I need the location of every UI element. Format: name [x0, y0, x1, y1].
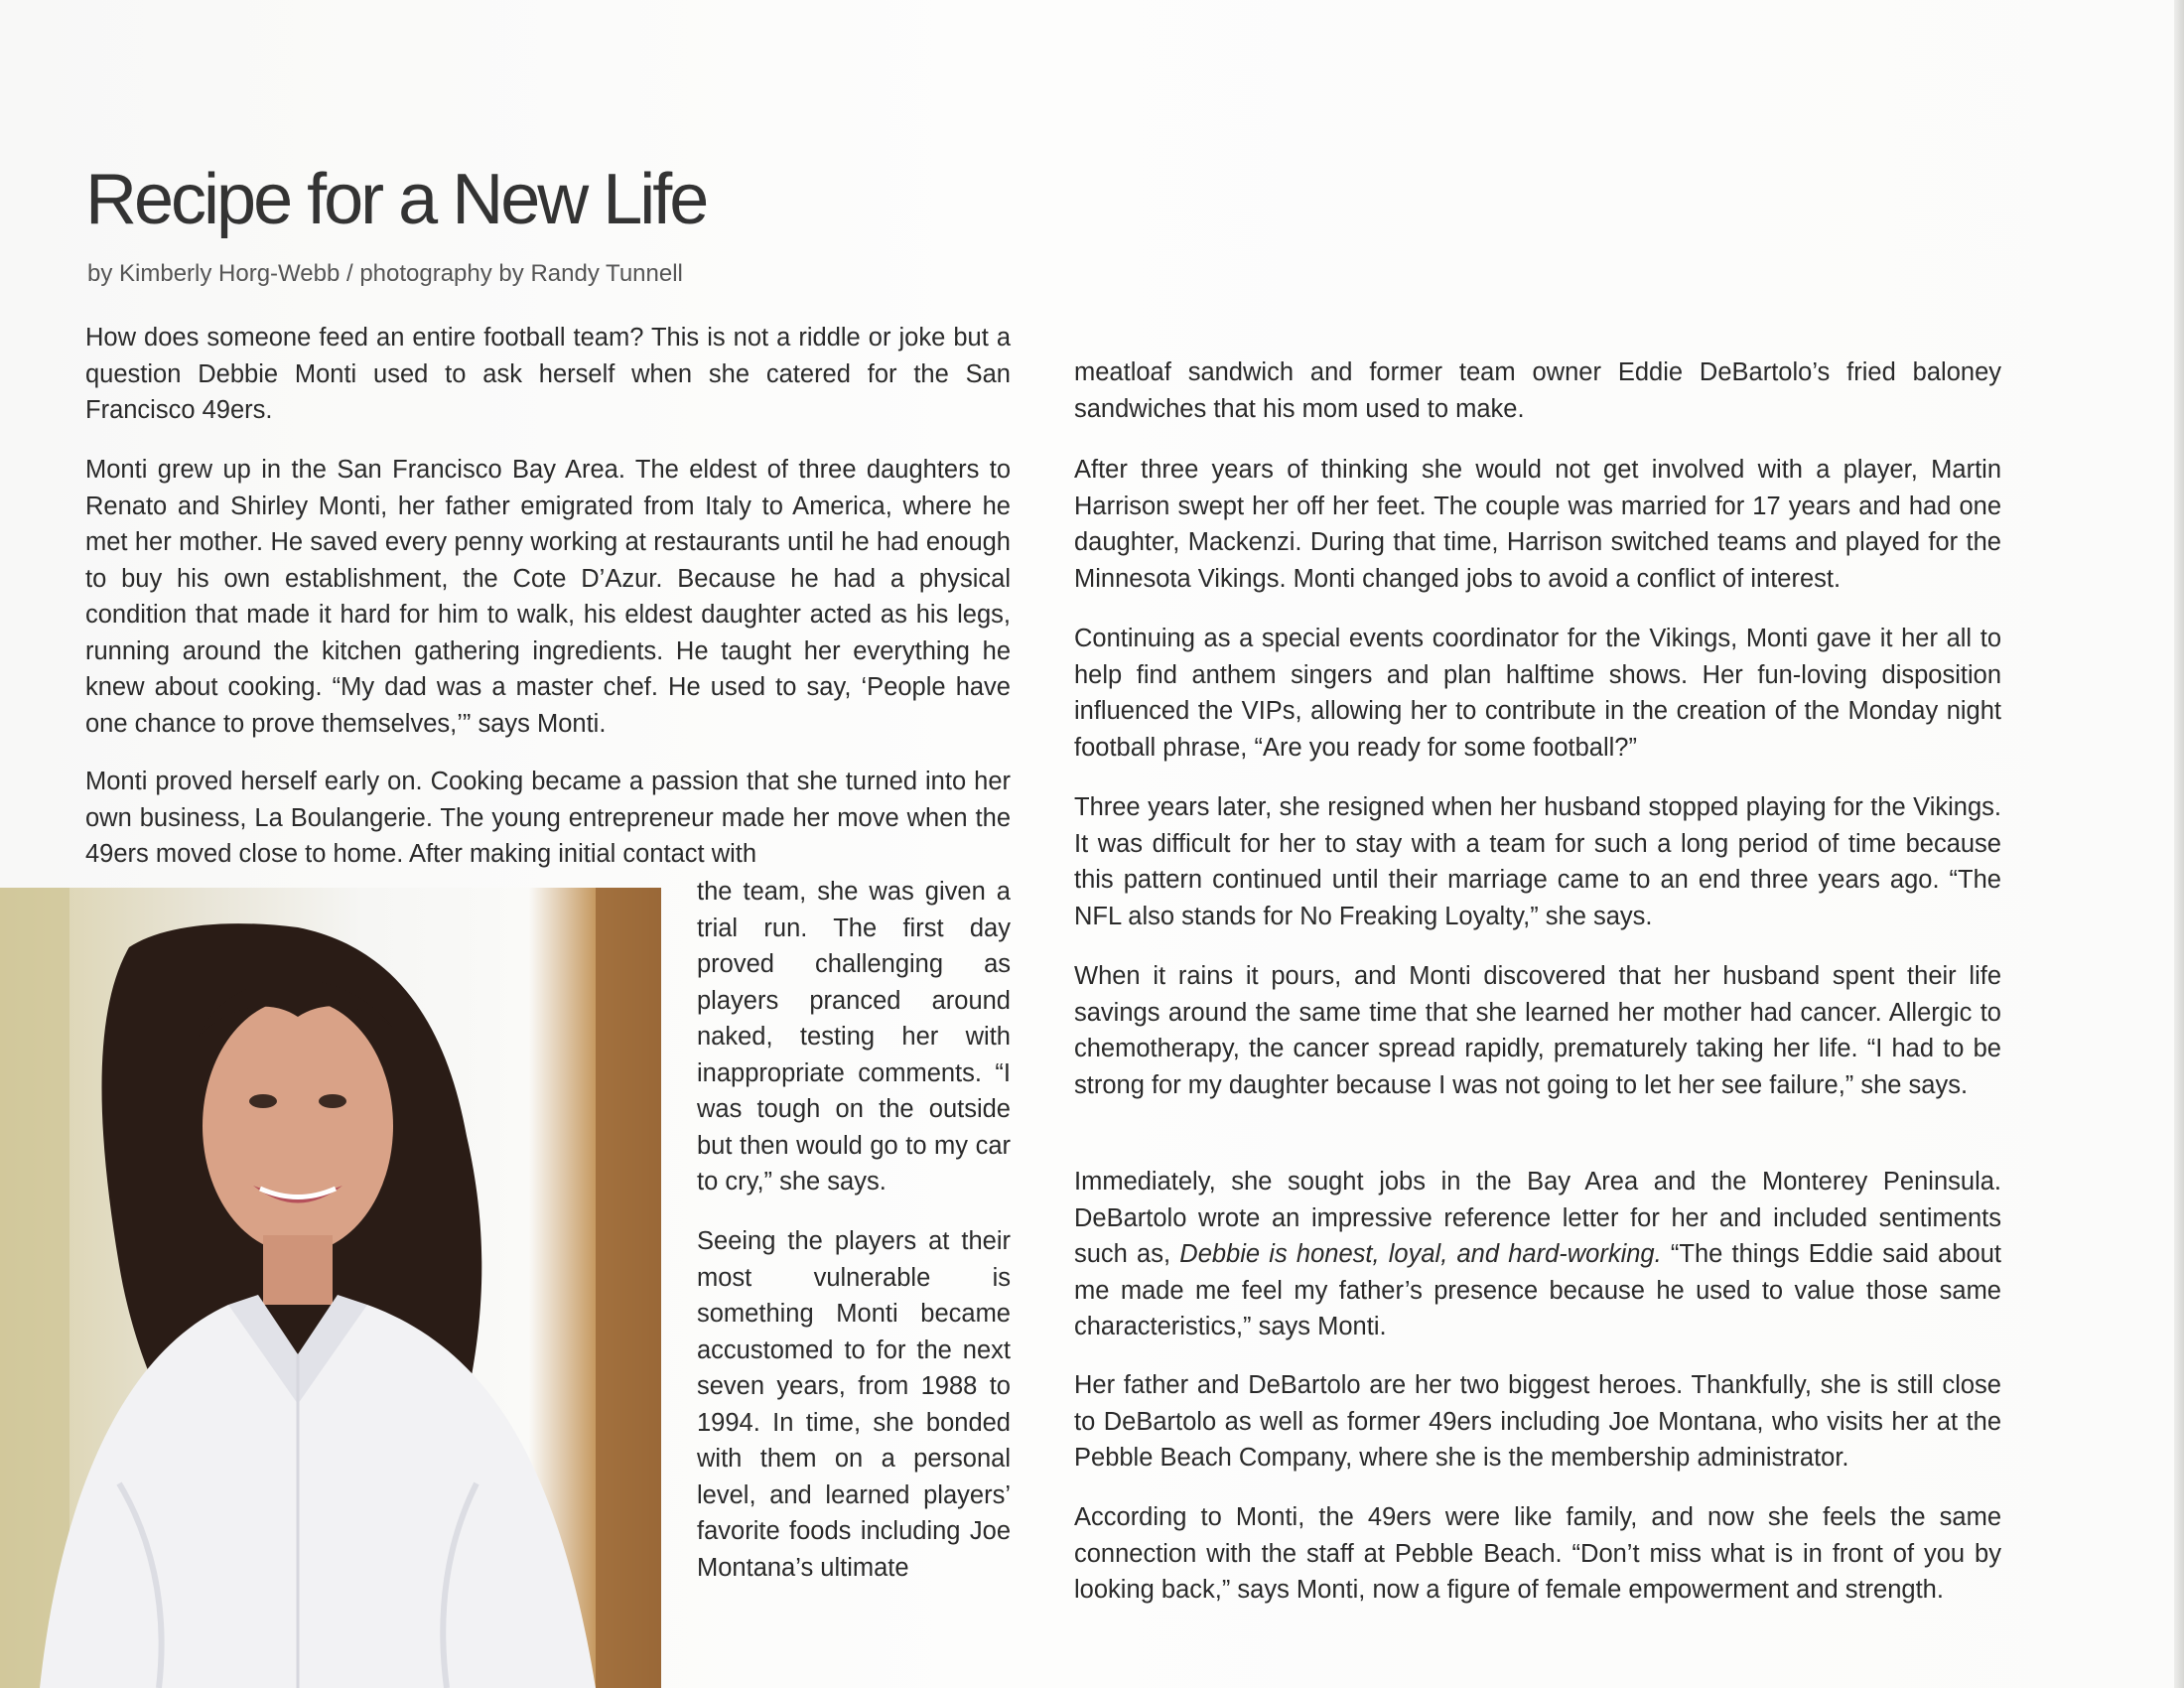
- paragraph-intro: How does someone feed an entire football team? This is not a riddle or joke but a question Debbie Monti used to ask herself when she catered for the San Francisco 49ers.: [85, 324, 1011, 424]
- paragraph-resigned: Three years later, she resigned when her husband stopped playing for the Vikings. It was difficult for her to stay with a team for such a long period of time because this pattern continued until their marriage came to an end three years ago. “The NFL also stands for No Freaking Loyalty,” she says.: [1074, 793, 2001, 930]
- paragraph-business: Monti proved herself early on. Cooking became a passion that she turned into her own business, La Boulangerie. The young entrepreneur made her move when the 49ers moved close to home. After making initial contact with: [85, 768, 1011, 868]
- paragraph-seven-years: Seeing the players at their most vulnerable is something Monti became accustomed to for the next seven years, from 1988 to 1994. In time, she bonded with them on a personal level, and learned players’ favorite foods including Joe Montana’s ultimate: [697, 1227, 1011, 1582]
- page-edge: [2174, 0, 2184, 1688]
- paragraph-vikings: Continuing as a special events coordinator for the Vikings, Monti gave it her all to help find anthem singers and plan halftime shows. Her fun-loving disposition influenced the VIPs, allowing her to contribute in the creation of the Monday night football phrase, “Are you ready for some football?”: [1074, 625, 2001, 762]
- paragraph-reference-letter: [1074, 1164, 2001, 1345]
- reference-text-end: “The things Eddie said about me made me feel my father’s presence because he used to value those same characteristics,” says Monti.: [1074, 1240, 2001, 1340]
- paragraph-marriage: After three years of thinking she would not get involved with a player, Martin Harrison swept her off her feet. The couple was married for 17 years and had one daughter, Mackenzi. During that time, Harrison switched teams and played for the Minnesota Vikings. Monti changed jobs to avoid a conflict of interest.: [1074, 456, 2001, 593]
- paragraph-background: Monti grew up in the San Francisco Bay Area. The eldest of three daughters to Renato and Shirley Monti, her father emigrated from Italy to America, where he met her mother. He saved every penny working at restaurants until he had enough to buy his own establishment, the Cote D’Azur. Because he had a physical condition that made it hard for him to walk, his eldest daughter acted as his legs, running around the kitchen gathering ingredients. He taught her everything he knew about cooking. “My dad was a master chef. He used to say, ‘People have one chance to prove themselves,’” says Monti.: [85, 456, 1011, 738]
- reference-quote-italic: Debbie is honest, loyal, and hard-working.: [1179, 1240, 1662, 1268]
- paragraph-hardship: When it rains it pours, and Monti discovered that her husband spent their life savings around the same time that she learned her mother had cancer. Allergic to chemotherapy, the cancer spread rapidly, prematurely taking her life. “I had to be strong for my daughter because I was not going to let her see failure,” she says.: [1074, 962, 2001, 1099]
- article-title: Recipe for a New Life: [85, 160, 707, 239]
- reference-text-start: Immediately, she sought jobs in the Bay Area and the Monterey Peninsula. DeBartolo wrote an impressive reference letter for her and included sentiments such as,: [1074, 1168, 2001, 1268]
- paragraph-business-continued: the team, she was given a trial run. The first day proved challenging as players pranced around naked, testing her with inappropriate comments. “I was tough on the outside but then would go to my car to cry,” she says.: [697, 878, 1011, 1196]
- paragraph-heroes: Her father and DeBartolo are her two biggest heroes. Thankfully, she is still close to DeBartolo as well as former 49ers including Joe Montana, who visits her at the Pebble Beach Company, where she is the membership administrator.: [1074, 1371, 2001, 1472]
- paragraph-closing: According to Monti, the 49ers were like family, and now she feels the same connection with the staff at Pebble Beach. “Don’t miss what is in front of you by looking back,” says Monti, now a figure of female empowerment and strength.: [1074, 1503, 2001, 1604]
- paragraph-favorite-foods: meatloaf sandwich and former team owner Eddie DeBartolo’s fried baloney sandwiches that his mom used to make.: [1074, 358, 2001, 423]
- article-byline: by Kimberly Horg-Webb / photography by Randy Tunnell: [87, 260, 683, 287]
- portrait-photo: [0, 888, 661, 1688]
- portrait-illustration: [0, 888, 661, 1688]
